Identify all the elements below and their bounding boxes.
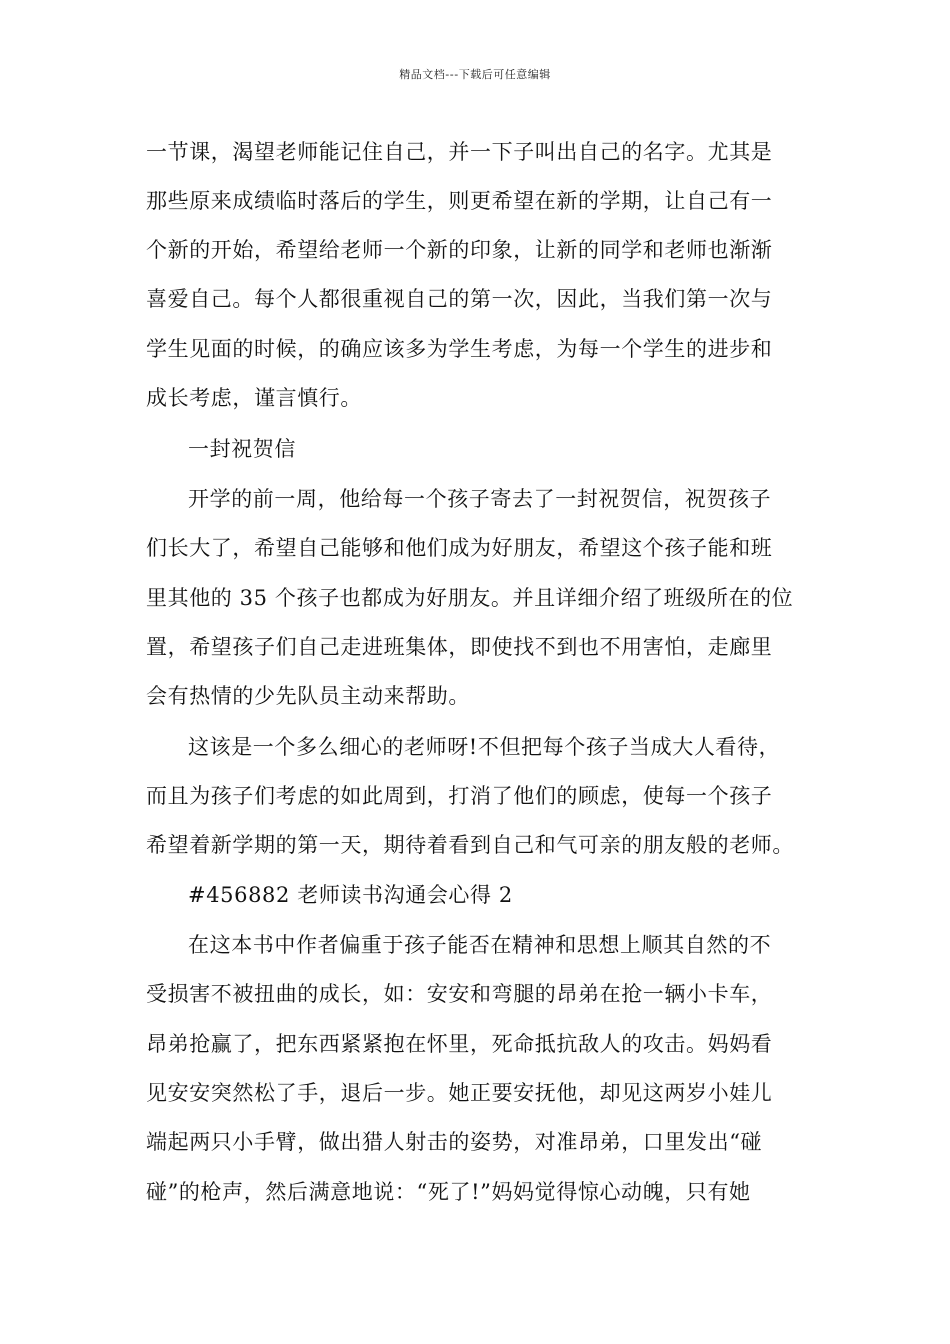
body-line: 个新的开始，希望给老师一个新的印象，让新的同学和老师也渐渐 [146, 238, 773, 262]
body-line: 那些原来成绩临时落后的学生，则更希望在新的学期，让自己有一 [146, 189, 773, 213]
page-header: 精品文档---下载后可任意编辑 [399, 68, 551, 81]
body-line: 开学的前一周，他给每一个孩子寄去了一封祝贺信，祝贺孩子 [188, 487, 772, 511]
body-line: 昂弟抢赢了，把东西紧紧抱在怀里，死命抵抗敌人的攻击。妈妈看 [146, 1032, 773, 1056]
body-line: 置，希望孩子们自己走进班集体，即使找不到也不用害怕，走廊里 [146, 635, 773, 659]
body-line: 们长大了，希望自己能够和他们成为好朋友，希望这个孩子能和班 [146, 536, 773, 560]
body-line: 而且为孩子们考虑的如此周到，打消了他们的顾虑，使每一个孩子 [146, 784, 773, 808]
body-line: 成长考虑，谨言慎行。 [146, 386, 362, 410]
body-line: 会有热情的少先队员主动来帮助。 [146, 684, 470, 708]
body-line: 学生见面的时候，的确应该多为学生考虑，为每一个学生的进步和 [146, 337, 773, 361]
body-line: 里其他的 35 个孩子也都成为好朋友。并且详细介绍了班级所在的位 [146, 586, 794, 610]
body-line: 希望着新学期的第一天，期待着看到自己和气可亲的朋友般的老师。 [146, 833, 794, 857]
body-line: 受损害不被扭曲的成长，如：安安和弯腿的昂弟在抢一辆小卡车， [146, 982, 773, 1006]
body-line: 碰”的枪声，然后满意地说：“死了!”妈妈觉得惊心动魄，只有她 [146, 1180, 751, 1204]
section-heading: 一封祝贺信 [188, 437, 296, 461]
body-line: 见安安突然松了手，退后一步。她正要安抚他，却见这两岁小娃儿 [146, 1081, 773, 1105]
body-line: 喜爱自己。每个人都很重视自己的第一次，因此，当我们第一次与 [146, 287, 773, 311]
body-line: 在这本书中作者偏重于孩子能否在精神和思想上顺其自然的不 [188, 933, 772, 957]
body-line: 端起两只小手臂，做出猎人射击的姿势，对准昂弟，口里发出“碰 [146, 1130, 763, 1154]
section-heading: #456882 老师读书沟通会心得 2 [188, 883, 513, 907]
body-line: 一节课，渴望老师能记住自己，并一下子叫出自己的名字。尤其是 [146, 140, 773, 164]
body-line: 这该是一个多么细心的老师呀!不但把每个孩子当成大人看待， [188, 735, 781, 759]
